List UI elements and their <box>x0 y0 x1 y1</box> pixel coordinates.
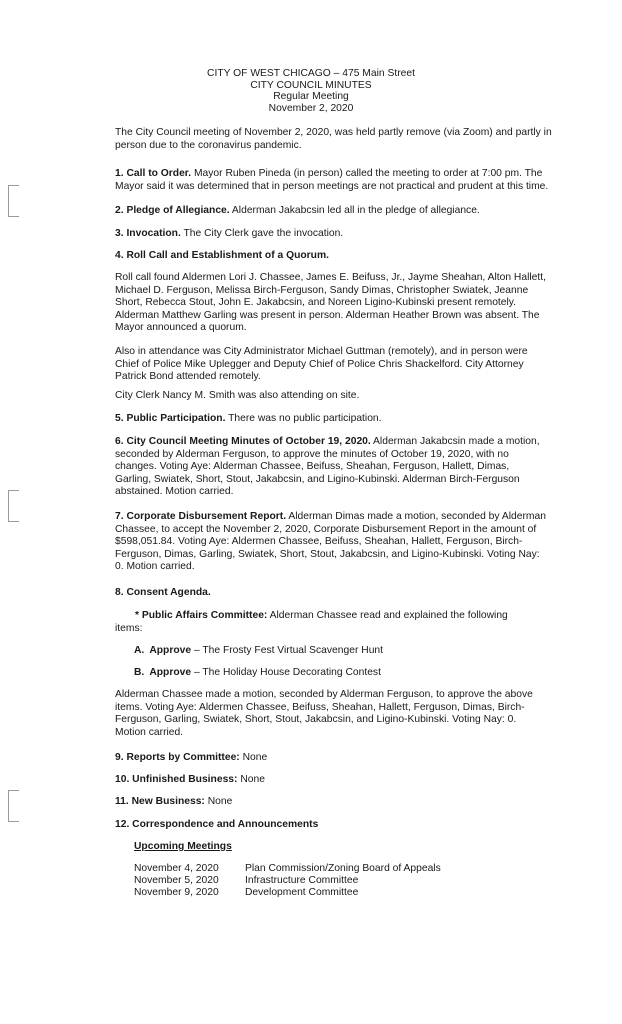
section-heading: 11. New Business: <box>115 796 205 807</box>
section-heading: 6. City Council Meeting Minutes of October 19, 2020. <box>115 436 371 447</box>
header-meeting-type: Regular Meeting <box>273 91 349 102</box>
section-consent-agenda <box>115 587 547 600</box>
committee-heading: * Public Affairs Committee: <box>135 610 268 621</box>
intro-paragraph: The City Council meeting of November 2, 2020, was held partly remove (via Zoom) and partly in person due to the coronavirus pandemic. <box>115 127 552 151</box>
meeting-date: November 5, 2020 <box>134 875 219 886</box>
consent-motion-paragraph: Alderman Chassee made a motion, seconded by Alderman Ferguson, to approve the above items. Voting Aye: Aldermen Chassee, Beifuss, Sheahan, Hallett, Ferguson, Dimas, Birch- Ferguson, Garling, Swiatek, Short, Stout, Jakabcsin, and Ligino-Kubinski. Voting Nay: 0. Motion carried. <box>115 689 533 738</box>
section-heading: 9. Reports by Committee: <box>115 752 240 763</box>
header-date: November 2, 2020 <box>268 102 354 114</box>
meeting-name: Plan Commission/Zoning Board of Appeals <box>245 863 441 874</box>
section-public-participation: 5. Public Participation. There was no public participation. <box>115 413 382 424</box>
upcoming-meetings-title: Upcoming Meetings <box>134 841 232 852</box>
meeting-name: Infrastructure Committee <box>245 875 359 886</box>
section-heading: 2. Pledge of Allegiance. <box>115 205 230 216</box>
margin-bracket-2 <box>8 490 19 522</box>
meeting-date: November 4, 2020 <box>134 863 219 874</box>
section-heading: 10. Unfinished Business: <box>115 774 238 785</box>
section-new-business: 11. New Business: None <box>115 796 233 807</box>
section-disbursement-report: 7. Corporate Disbursement Report. Alderman Dimas made a motion, seconded by Alderman Chassee, to accept the November 2, 2020, Corporate Disbursement Report in the amount of $598,051.84. Voting Aye: Aldermen Chassee, Beifuss, Sheahan, Hallett, Ferguson, Birch- Ferguson, Dimas, Garling, Swiatek, Short, Stout, Jakabcsin, and Ligino-Kubinski. Voting Nay: 0. Motion carried. <box>115 511 546 573</box>
header-city-address: CITY OF WEST CHICAGO – 475 Main Street <box>207 68 415 79</box>
section-heading: 4. Roll Call and Establishment of a Quorum. <box>115 250 329 261</box>
section-reports: 9. Reports by Committee: None <box>115 752 268 763</box>
section-call-to-order: 1. Call to Order. Mayor Ruben Pineda (in person) called the meeting to order at 7:00 pm. The Mayor said it was determined that in person meetings are not practical and prudent at this time. <box>115 168 549 192</box>
agenda-item-a: A. Approve – The Frosty Fest Virtual Scavenger Hunt <box>134 645 384 656</box>
meeting-row <box>134 887 358 900</box>
roll-call-paragraph: Roll call found Aldermen Lori J. Chassee, James E. Beifuss, Jr., Jayme Sheahan, Alton Hallett, Michael D. Ferguson, Melissa Birch-Ferguson, Sandy Dimas, Christopher Swiatek, Jeanne Short, Rebecca Stout, John E. Jakabcsin, and Noreen Ligino-Kubinski present remotely. Alderman Matthew Garling was present in person. Alderman Heather Brown was absent. The Mayor announced a quorum. <box>115 272 546 334</box>
meeting-date: November 9, 2020 <box>134 887 219 898</box>
meeting-row <box>134 863 441 876</box>
section-heading: 1. Call to Order. <box>115 168 192 179</box>
section-heading: 7. Corporate Disbursement Report. <box>115 511 287 522</box>
section-roll-call <box>115 250 547 263</box>
header-title: CITY COUNCIL MINUTES <box>250 79 372 91</box>
section-correspondence <box>115 819 547 832</box>
margin-bracket-1 <box>8 185 19 217</box>
document-header <box>0 68 622 114</box>
section-heading: 5. Public Participation. <box>115 413 226 424</box>
section-heading: 3. Invocation. <box>115 228 181 239</box>
section-invocation: 3. Invocation. The City Clerk gave the invocation. <box>115 228 344 239</box>
section-minutes-approval: 6. City Council Meeting Minutes of October 19, 2020. Alderman Jakabcsin made a motion, seconded by Alderman Ferguson, to approve the minutes of October 19, 2020, with no changes. Voting Aye: Alderman Chassee, Beifuss, Sheahan, Ferguson, Hallett, Dimas, Garling, Swiatek, Short, Stout, Jakabcsin, and Ligino-Kubinski. Alderman Birch-Ferguson abstained. Motion carried. <box>115 436 540 498</box>
meeting-row <box>134 875 358 888</box>
attendance-paragraph: Also in attendance was City Administrator Michael Guttman (remotely), and in person were Chief of Police Mike Uplegger and Deputy Chief of Police Chris Shackelford. City Attorney Patrick Bond attended remotely. <box>115 346 528 383</box>
public-affairs-paragraph: * Public Affairs Committee: Alderman Chassee read and explained the following items: <box>115 610 508 634</box>
section-heading: 12. Correspondence and Announcements <box>115 819 319 830</box>
section-unfinished-business: 10. Unfinished Business: None <box>115 774 265 785</box>
clerk-paragraph: City Clerk Nancy M. Smith was also attending on site. <box>115 390 360 401</box>
agenda-item-b: B. Approve – The Holiday House Decorating Contest <box>134 667 381 678</box>
meeting-name: Development Committee <box>245 887 359 898</box>
section-heading: 8. Consent Agenda. <box>115 587 211 598</box>
margin-bracket-3 <box>8 790 19 822</box>
section-pledge: 2. Pledge of Allegiance. Alderman Jakabcsin led all in the pledge of allegiance. <box>115 205 480 216</box>
